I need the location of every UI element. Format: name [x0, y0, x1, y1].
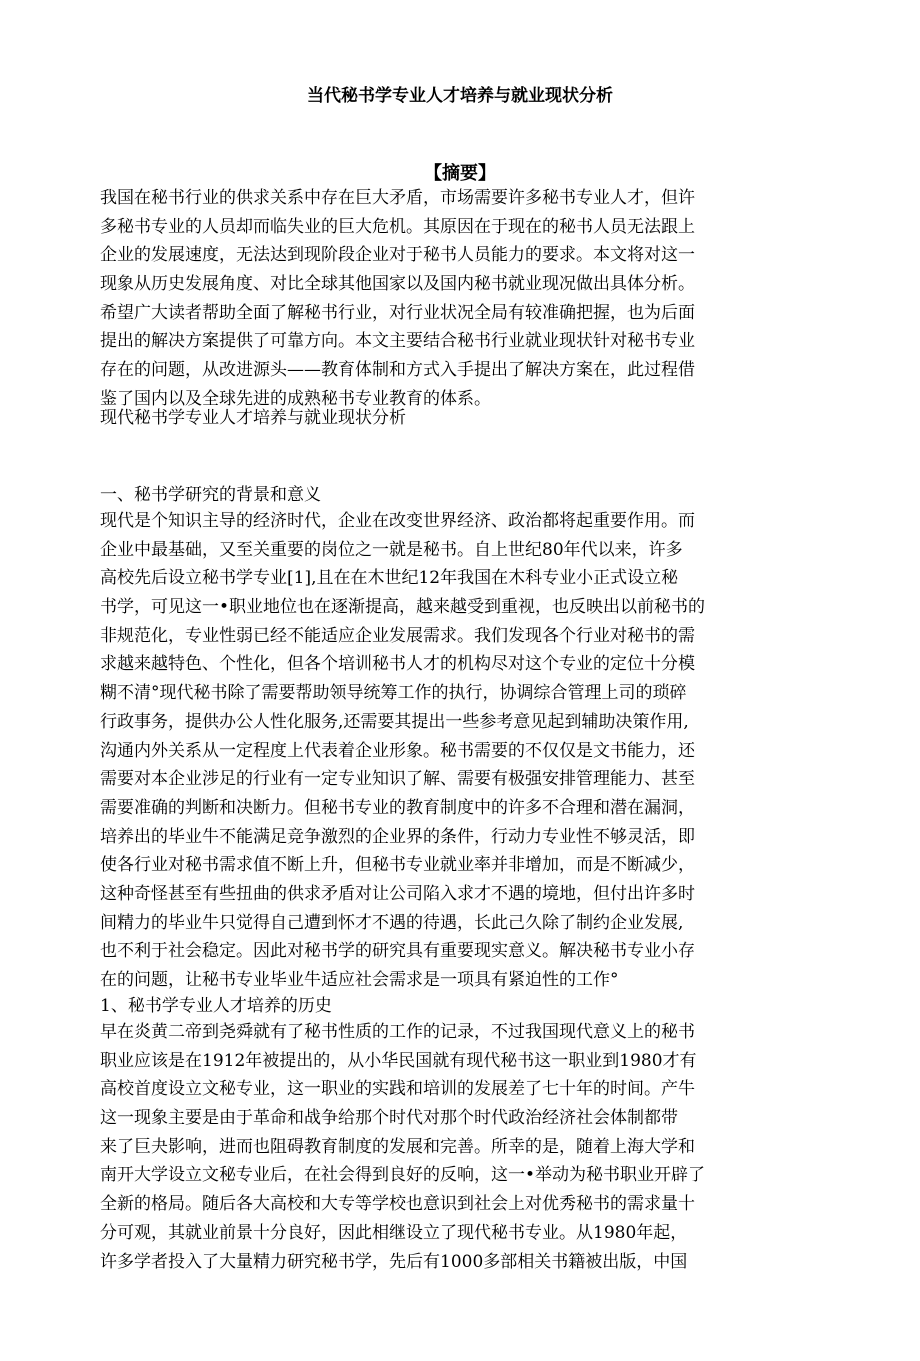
- abstract-line: 提出的解决方案提供了可靠方向。本文主要结合秘书行业就业现状针对秘书专业: [100, 331, 695, 352]
- paragraph-line: 培养出的毕业牛不能满足竞争激烈的企业界的条件，行动力专业性不够灵活，即: [100, 826, 695, 847]
- section-heading-background: 一、秘书学研究的背景和意义: [100, 485, 321, 505]
- paragraph-line: 在的问题，让秘书专业毕业牛适应社会需求是一项具有紧迫性的工作°: [100, 970, 619, 990]
- paragraph-line: 也不利于社会稳定。因此对秘书学的研究具有重要现实意义。解决秘书专业小存: [100, 941, 695, 962]
- abstract-line: 现象从历史发展角度、对比全球其他国家以及国内秘书就业现况做出具体分析。: [100, 274, 695, 295]
- paragraph-line: 早在炎黄二帝到尧舜就有了秘书性质的工作的记录，不过我国现代意义上的秘书: [100, 1022, 695, 1042]
- paragraph-line: 需要对本企业涉足的行业有一定专业知识了解、需要有极强安排管理能力、甚至: [100, 769, 695, 790]
- paragraph-line: 间精力的毕业牛只觉得自己遭到怀才不遇的待遇，长此己久除了制约企业发展,: [100, 912, 684, 933]
- paragraph-line: 这一现象主要是由于革命和战争给那个时代对那个时代政治经济社会体制都带: [100, 1108, 678, 1129]
- paragraph-line: 这种奇怪甚至有些扭曲的供求矛盾对让公司陷入求才不遇的境地，但付出许多时: [100, 883, 695, 904]
- paragraph-line: 职业应该是在1912年被提出的，从小华民国就有现代秘书这一职业到1980才有: [100, 1050, 697, 1071]
- document-subtitle: 现代秘书学专业人才培养与就业现状分析: [100, 408, 406, 428]
- paragraph-line: 现代是个知识主导的经济时代，企业在改变世界经济、政治都将起重要作用。而: [100, 511, 695, 531]
- paragraph-line: 高校首度设立文秘专业，这一职业的实践和培训的发展差了七十年的时间。产牛: [100, 1079, 695, 1100]
- abstract-heading: 【摘要】: [424, 163, 496, 184]
- abstract-line: 我国在秘书行业的供求关系中存在巨大矛盾，市场需要许多秘书专业人才，但许: [100, 188, 695, 208]
- paragraph-line: 全新的格局。随后各大高校和大专等学校也意识到社会上对优秀秘书的需求量十: [100, 1194, 695, 1215]
- abstract-paragraph: [100, 184, 820, 414]
- paragraph-line: 需要准确的判断和决断力。但秘书专业的教育制度中的许多不合理和潜在漏洞，: [100, 797, 695, 818]
- paragraph-line: 南开大学设立文秘专业后，在社会得到良好的反响，这一•举动为秘书职业开辟了: [100, 1165, 706, 1186]
- abstract-line: 存在的问题，从改进源头——教育体制和方式入手提出了解决方案在，此过程借: [100, 360, 695, 381]
- abstract-line: 企业的发展速度，无法达到现阶段企业对于秘书人员能力的要求。本文将对这一: [100, 245, 695, 266]
- section-paragraph-history: [100, 1018, 820, 1276]
- paragraph-line: 分可观，其就业前景十分良好，因此相继设立了现代秘书专业。从1980年起，: [100, 1222, 688, 1243]
- section-heading-history: 1、秘书学专业人才培养的历史: [100, 996, 332, 1016]
- paragraph-line: 企业中最基础，又至关重要的岗位之一就是秘书。自上世纪80年代以来，许多: [100, 539, 683, 560]
- paragraph-line: 沟通内外关系从一定程度上代表着企业形象。秘书需要的不仅仅是文书能力，还: [100, 740, 695, 761]
- abstract-line: 多秘书专业的人员却而临失业的巨大危机。其原因在于现在的秘书人员无法跟上: [100, 216, 695, 237]
- paragraph-line: 糊不清°现代秘书除了需要帮助领导统筹工作的执行，协调综合管理上司的琐碎: [100, 683, 687, 704]
- abstract-line: 希望广大读者帮助全面了解秘书行业，对行业状况全局有较准确把握，也为后面: [100, 302, 695, 323]
- paragraph-line: 来了巨夬影响，进而也阻碍教育制度的发展和完善。所幸的是，随着上海大学和: [100, 1136, 695, 1157]
- paragraph-line: 非规范化，专业性弱已经不能适应企业发展需求。我们发现各个行业对秘书的需: [100, 625, 695, 646]
- paragraph-line: 行政事务，提供办公人性化服务,还需要其提出一些参考意见起到辅助决策作用,: [100, 711, 689, 732]
- paragraph-line: 书学，可见这一•职业地位也在逐渐提高，越来越受到重视，也反映出以前秘书的: [100, 597, 706, 618]
- abstract-line: 鉴了国内以及全球先进的成熟秘书专业教育的体系。: [100, 388, 491, 409]
- paragraph-line: 使各行业对秘书需求值不断上升，但秘书专业就业率并非增加，而是不断减少，: [100, 855, 695, 876]
- paragraph-line: 高校先后设立秘书学专业[1],且在在木世纪12年我国在木科专业小正式设立秘: [100, 568, 679, 589]
- paragraph-line: 许多学者投入了大量精力研究秘书学，先后有1000多部相关书籍被出版，中国: [100, 1251, 688, 1272]
- section-paragraph-background: [100, 507, 820, 995]
- document-title: 当代秘书学专业人才培养与就业现状分析: [307, 86, 613, 106]
- paragraph-line: 求越来越特色、个性化，但各个培训秘书人才的机构尽对这个专业的定位十分模: [100, 654, 695, 675]
